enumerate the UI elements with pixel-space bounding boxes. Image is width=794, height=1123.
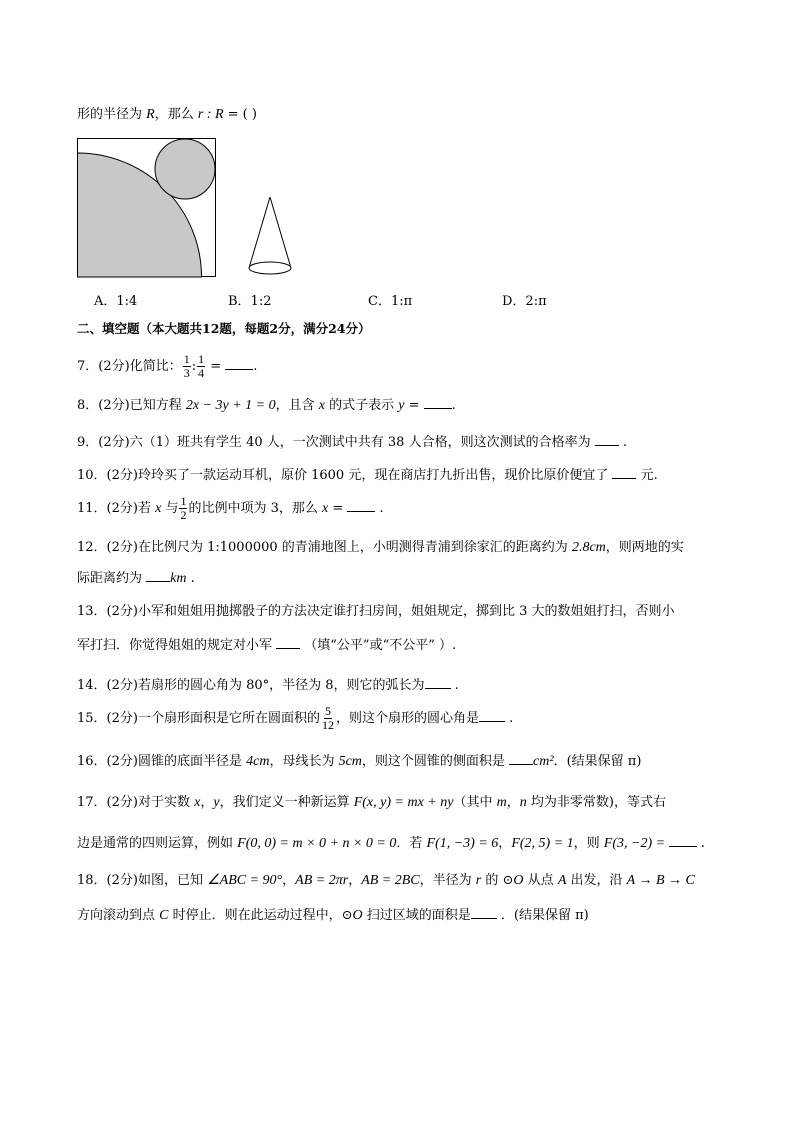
q12-line-1: 12．(2分)在比例尺为 1:1000000 的青浦地图上，小明测得青浦到徐家汇的距离约为 2.8cm，则两地的实 [77,540,684,555]
q8-blank[interactable] [424,396,452,409]
q10-number: 10．(2分) [77,468,138,483]
section-2-header: 二、填空题（本大题共12题，每题2分，满分24分） [77,321,371,336]
q10-text: 玲玲买了一款运动耳机，原价 1600 元，现在商店打九折出售，现价比原价便宜了 [137,468,613,483]
q12-number: 12．(2分) [77,540,138,555]
option-d: D．2:π [502,294,547,309]
q6-tail-line [77,106,257,124]
q18-line-1: 18．(2分)如图，已知 ∠ABC = 90°，AB = 2πr，AB = 2BC，半径为 r 的 ⊙O 从点 A 出发，沿 A → B → C [77,873,695,888]
q17-blank[interactable] [669,834,697,847]
q7-number: 7．(2分) [77,359,130,374]
q6-square-figure [77,138,217,278]
q16-line: 16．(2分)圆锥的底面半径是 4cm，母线长为 5cm，则这个圆锥的侧面积是 cm²．(结果保留 π) [77,754,642,769]
q17-line-1: 17．(2分)对于实数 x，y，我们定义一种新运算 F(x, y) = mx + ny（其中 m，n 均为非零常数)，等式右 [77,795,666,810]
q18-number: 18．(2分) [77,873,138,888]
q12-distance: 2.8cm [571,540,606,555]
q12-blank[interactable] [146,569,170,582]
q9-blank[interactable] [595,433,619,446]
option-c: C．1:π [368,294,413,309]
q10-line: 10．(2分)玲玲买了一款运动耳机，原价 1600 元，现在商店打九折出售，现价比原价便宜了 元. [77,468,658,483]
q9-text: 六（1）班共有学生 40 人，一次测试中共有 38 人合格，则这次测试的合格率为 [129,435,595,450]
q14-text: 若扇形的圆心角为 80°，半径为 8，则它的弧长为 [137,678,425,693]
small-circle [155,139,215,199]
q17-definition: F(x, y) = mx + ny [353,795,454,810]
q6-text-b: ，那么 [154,107,198,122]
q11-number: 11．(2分) [77,501,138,516]
q17-number: 17．(2分) [77,795,138,810]
q16-blank[interactable] [509,752,533,765]
q6-R: R [146,107,155,122]
q15-blank[interactable] [479,709,505,722]
q18-blank[interactable] [471,906,497,919]
q7-text: 化简比： [129,359,182,374]
q13-line-1 [77,603,675,621]
q8-line: 8．(2分)已知方程 2x − 3y + 1 = 0，且含 x 的式子表示 y = . [77,398,456,413]
q16-number: 16．(2分) [77,754,138,769]
q6-cone-figure [245,195,295,280]
q9-line: 9．(2分)六（1）班共有学生 40 人，一次测试中共有 38 人合格，则这次测试的合格率为 . [77,435,627,450]
q9-number: 9．(2分) [77,435,130,450]
q13-text: 小军和姐姐用抛掷骰子的方法决定谁打扫房间，姐姐规定，掷到比 3 大的数姐姐打扫，否则小 [137,604,675,619]
q13-line-2: 军打扫．你觉得姐姐的规定对小军 （填“公平”或“不公平” ）. [77,638,457,653]
q12-scale: 1:1000000 [207,540,278,555]
q7-blank[interactable] [225,357,253,370]
q15-number: 15．(2分) [77,711,138,726]
option-b: B．1:2 [228,294,272,309]
q15-fraction: $\frac{5}{12}$ [321,704,334,732]
q14-number: 14．(2分) [77,678,138,693]
q11-line: 11．(2分)若 x 与 $\frac{1}{2}$ 的比例中项为 3，那么 x = . [77,494,384,522]
q11-blank[interactable] [347,499,375,512]
q14-blank[interactable] [425,676,451,689]
q7-fraction-2: $\frac{1}{4}$ [198,352,205,380]
q12-line-2: 际距离约为 km . [77,571,195,586]
q7-fraction-1: $\frac{1}{3}$ [183,352,190,380]
q14-line: 14．(2分)若扇形的圆心角为 80°，半径为 8，则它的弧长为 . [77,678,459,693]
q6-text-a: 形的半径为 [77,107,147,122]
q15-line: 15．(2分)一个扇形面积是它所在圆面积的 $\frac{5}{12}$ ，则这个扇形的圆心角是 . [77,704,514,732]
q6-ratio: r : R [197,107,224,122]
q6-paren: = ( ) [223,107,257,122]
q18-line-2: 方向滚动到点 C 时停止．则在此运动过程中，⊙O 扫过区域的面积是 ．(结果保留 π) [77,908,589,923]
q8-equation: 2x − 3y + 1 = 0 [185,398,276,413]
q11-fraction: $\frac{1}{2}$ [180,494,187,522]
q10-blank[interactable] [612,466,636,479]
q17-line-2: 边是通常的四则运算，例如 F(0, 0) = m × 0 + n × 0 = 0．若 F(1, −3) = 6，F(2, 5) = 1，则 F(3, −2) = . [77,836,705,851]
cone-base [249,262,291,274]
q8-number: 8．(2分) [77,398,130,413]
option-a: A．1:4 [94,294,138,309]
q13-number: 13．(2分) [77,604,138,619]
q13-blank[interactable] [276,636,300,649]
q7-line: 7．(2分)化简比： $\frac{1}{3}$ : $\frac{1}{4}$ = . [77,352,258,380]
